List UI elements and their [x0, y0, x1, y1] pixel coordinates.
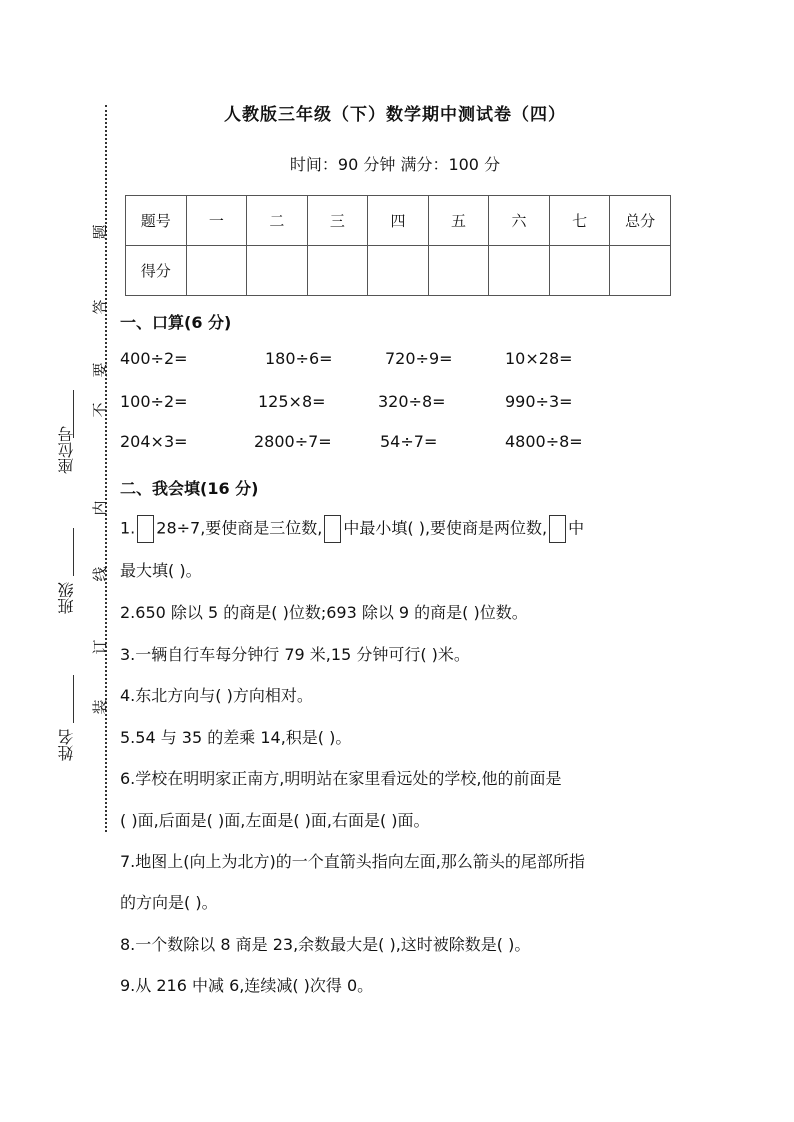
class-field[interactable] — [56, 528, 78, 618]
calc-item: 10×28= — [505, 349, 573, 368]
question-text: 中 — [568, 518, 585, 538]
calc-item: 204×3= — [120, 432, 188, 451]
calc-item: 2800÷7= — [254, 432, 332, 451]
class-underline — [73, 528, 74, 576]
question-6: 6.学校在明明家正南方,明明站在家里看远处的学校,他的前面是 — [120, 769, 562, 788]
table-cell: 二 — [247, 196, 308, 246]
seal-char: 要 — [91, 362, 109, 378]
calc-item: 4800÷8= — [505, 432, 583, 451]
score-table — [125, 195, 671, 296]
question-7-line-2: 的方向是( )。 — [120, 893, 218, 912]
answer-box[interactable] — [137, 515, 154, 543]
question-5: 5.54 与 35 的差乘 14,积是( )。 — [120, 728, 352, 747]
table-cell: 题号 — [126, 196, 187, 246]
name-field[interactable] — [56, 675, 78, 765]
seat-number-label: 座位号 — [57, 426, 76, 474]
calc-item: 990÷3= — [505, 392, 573, 411]
table-cell: 四 — [368, 196, 429, 246]
seal-char: 题 — [91, 224, 109, 240]
score-input-cell[interactable] — [549, 246, 610, 296]
exam-time-and-score: 时间：90 分钟 满分：100 分 — [289, 155, 501, 174]
page-title: 人教版三年级（下）数学期中测试卷（四） — [224, 105, 566, 125]
calc-item: 720÷9= — [385, 349, 453, 368]
seal-char: 内 — [91, 500, 109, 516]
calc-item: 100÷2= — [120, 392, 188, 411]
question-7: 7.地图上(向上为北方)的一个直箭头指向左面,那么箭头的尾部所指 — [120, 852, 585, 871]
name-underline — [73, 675, 74, 723]
question-2: 2.650 除以 5 的商是( )位数;693 除以 9 的商是( )位数。 — [120, 603, 528, 622]
answer-box[interactable] — [549, 515, 566, 543]
score-input-cell[interactable] — [247, 246, 308, 296]
name-label: 姓名 — [57, 729, 76, 761]
question-4: 4.东北方向与( )方向相对。 — [120, 686, 313, 705]
table-cell: 得分 — [126, 246, 187, 296]
score-input-cell[interactable] — [186, 246, 247, 296]
section-heading-mental-math: 一、口算(6 分) — [120, 313, 232, 332]
question-1-line-2: 最大填( )。 — [120, 561, 202, 580]
table-cell: 总分 — [610, 196, 671, 246]
table-cell: 三 — [307, 196, 368, 246]
question-3: 3.一辆自行车每分钟行 79 米,15 分钟可行( )米。 — [120, 645, 470, 664]
score-input-cell[interactable] — [368, 246, 429, 296]
table-cell: 一 — [186, 196, 247, 246]
question-9: 9.从 216 中减 6,连续减( )次得 0。 — [120, 976, 374, 995]
score-input-cell[interactable] — [307, 246, 368, 296]
binding-dotted-line — [105, 105, 107, 832]
table-cell: 七 — [549, 196, 610, 246]
seal-char: 装 — [91, 699, 109, 715]
class-label: 班级 — [57, 582, 76, 614]
answer-box[interactable] — [324, 515, 341, 543]
question-8: 8.一个数除以 8 商是 23,余数最大是( ),这时被除数是( )。 — [120, 935, 531, 954]
calc-item: 180÷6= — [265, 349, 333, 368]
score-input-cell[interactable] — [610, 246, 671, 296]
seat-number-field[interactable] — [56, 390, 78, 480]
table-cell: 五 — [428, 196, 489, 246]
calc-item: 400÷2= — [120, 349, 188, 368]
seal-char: 答 — [91, 299, 109, 315]
section-heading-fill-in: 二、我会填(16 分) — [120, 479, 259, 498]
table-row-question-numbers — [126, 196, 671, 246]
calc-item: 54÷7= — [380, 432, 438, 451]
calc-item: 125×8= — [258, 392, 326, 411]
calc-item: 320÷8= — [378, 392, 446, 411]
score-input-cell[interactable] — [489, 246, 550, 296]
seal-char: 订 — [91, 639, 109, 655]
question-text: 中最小填( ),要使商是两位数, — [343, 518, 548, 538]
question-6-line-2: ( )面,后面是( )面,左面是( )面,右面是( )面。 — [120, 811, 430, 830]
table-row-scores — [126, 246, 671, 296]
seal-char: 线 — [91, 566, 109, 582]
question-text: 1. — [120, 518, 136, 538]
score-input-cell[interactable] — [428, 246, 489, 296]
question-text: 28÷7,要使商是三位数, — [156, 518, 323, 538]
table-cell: 六 — [489, 196, 550, 246]
seal-char: 不 — [91, 402, 109, 418]
question-1 — [120, 515, 584, 543]
